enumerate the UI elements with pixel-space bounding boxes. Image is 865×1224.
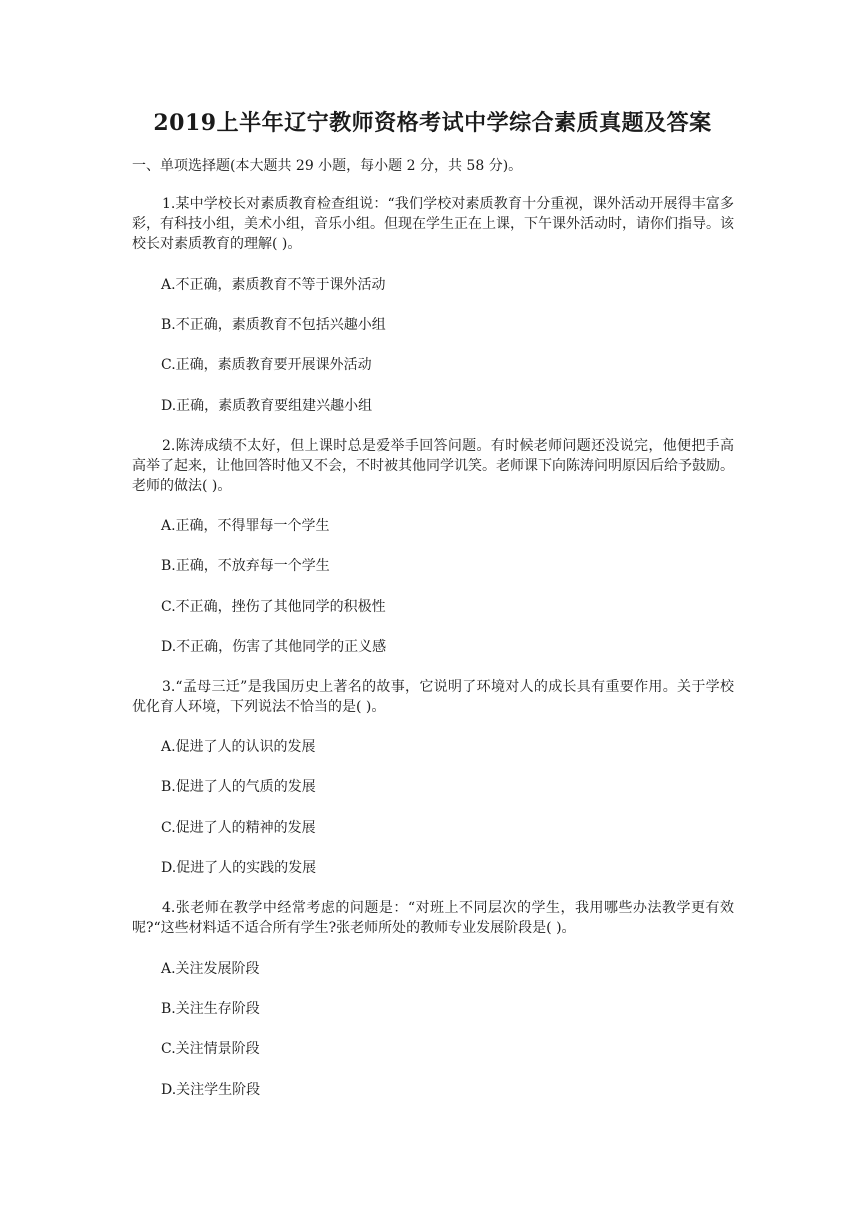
question-option: B.关注生存阶段 <box>161 1001 260 1017</box>
question-stem: 4.张老师在教学中经常考虑的问题是：“对班上不同层次的学生，我用哪些办法教学更有效呢?“这些材料适不适合所有学生?张老师所处的教师专业发展阶段是( )。 <box>132 900 734 936</box>
question-stem: 1.某中学校长对素质教育检查组说：“我们学校对素质教育十分重视，课外活动开展得丰富多彩，有科技小组，美术小组，音乐小组。但现在学生正在上课，下午课外活动时，请你们指导。该校长对素质教育的理解( )。 <box>132 196 734 252</box>
question-option: D.促进了人的实践的发展 <box>161 860 317 876</box>
question-option: C.正确，素质教育要开展课外活动 <box>161 357 372 373</box>
question-option: D.不正确，伤害了其他同学的正义感 <box>161 639 387 655</box>
question-option: A.促进了人的认识的发展 <box>161 739 316 755</box>
question-stem: 3.“孟母三迁”是我国历史上著名的故事，它说明了环境对人的成长具有重要作用。关于学校优化育人环境，下列说法不恰当的是( )。 <box>132 679 734 715</box>
question-option: B.不正确，素质教育不包括兴趣小组 <box>161 317 386 333</box>
question-option: C.促进了人的精神的发展 <box>161 820 316 836</box>
section-heading: 一、单项选择题(本大题共 29 小题，每小题 2 分，共 58 分)。 <box>132 158 523 174</box>
question-option: C.关注情景阶段 <box>161 1041 260 1057</box>
question-stem: 2.陈涛成绩不太好，但上课时总是爱举手回答问题。有时候老师问题还没说完，他便把手高高举了起来，让他回答时他又不会，不时被其他同学讥笑。老师课下向陈涛问明原因后给予鼓励。老师的做法( )。 <box>132 438 734 494</box>
question-option: A.正确，不得罪每一个学生 <box>161 518 330 534</box>
question-option: A.关注发展阶段 <box>161 961 260 977</box>
question-option: B.正确，不放弃每一个学生 <box>161 558 330 574</box>
question-option: C.不正确，挫伤了其他同学的积极性 <box>161 599 386 615</box>
question-option: A.不正确，素质教育不等于课外活动 <box>161 277 386 293</box>
question-option: B.促进了人的气质的发展 <box>161 779 316 795</box>
document-title: 2019上半年辽宁教师资格考试中学综合素质真题及答案 <box>153 110 712 136</box>
question-option: D.正确，素质教育要组建兴趣小组 <box>161 398 373 414</box>
question-option: D.关注学生阶段 <box>161 1082 261 1098</box>
